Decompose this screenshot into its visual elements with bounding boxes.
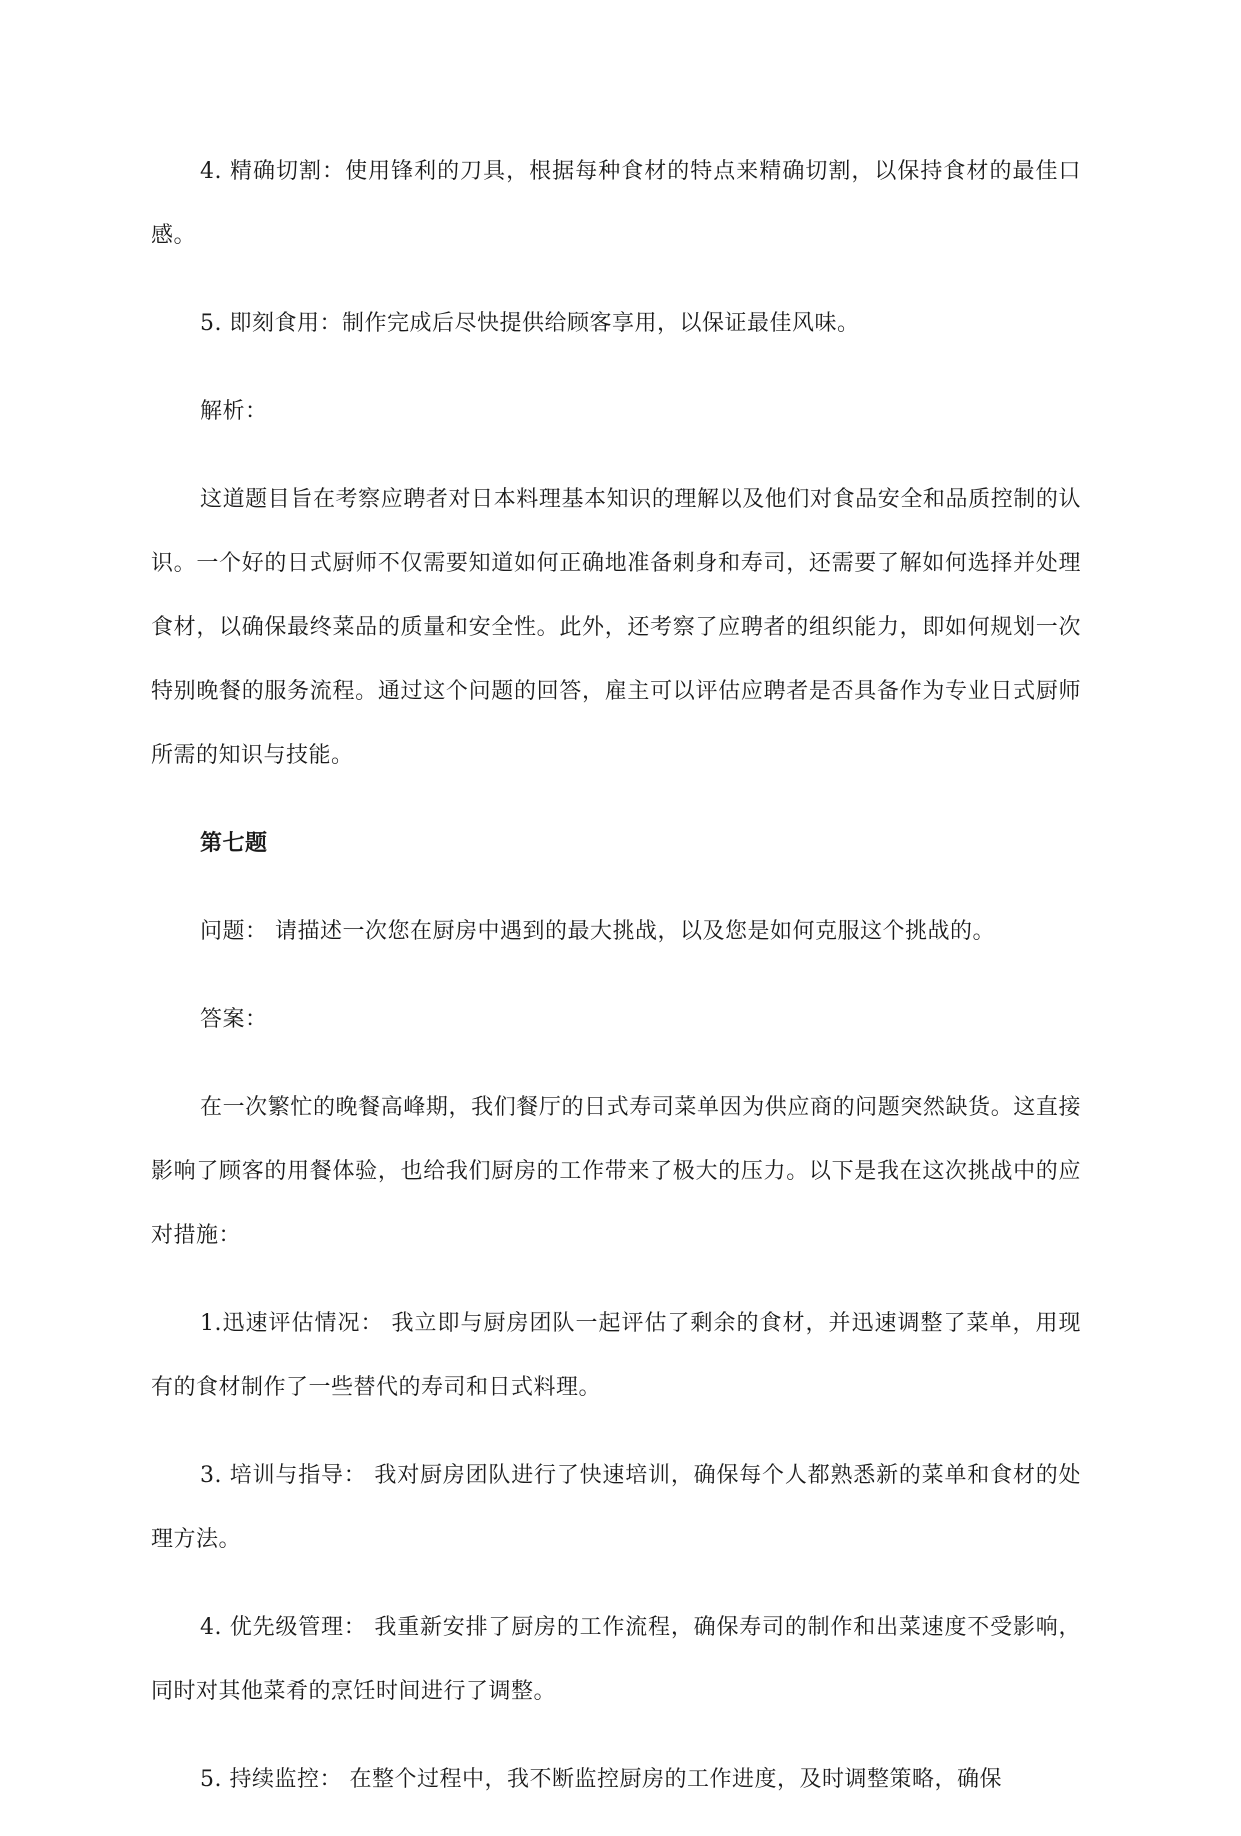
analysis-text: 这道题目旨在考察应聘者对日本料理基本知识的理解以及他们对食品安全和品质控制的认识。一个好的日式厨师不仅需要知道如何正确地准备刺身和寿司，还需要了解如何选择并处理食材，以确保最终菜品的质量和安全性。此外，还考察了应聘者的组织能力，即如何规划一次特别晚餐的服务流程。通过这个问题的回答，雇主可以评估应聘者是否具备作为专业日式厨师所需的知识与技能。	[151, 487, 1081, 768]
answer-step-1: 1.迅速评估情况： 我立即与厨房团队一起评估了剩余的食材，并迅速调整了菜单，用现有的食材制作了一些替代的寿司和日式料理。	[151, 1311, 1081, 1400]
answer-step-5: 5. 持续监控： 在整个过程中，我不断监控厨房的工作进度，及时调整策略，确保	[200, 1767, 1002, 1792]
answer-step-4: 4. 优先级管理： 我重新安排了厨房的工作流程，确保寿司的制作和出菜速度不受影响，同时对其他菜肴的烹饪时间进行了调整。	[151, 1615, 1081, 1704]
step-4-precise-cutting: 4. 精确切割：使用锋利的刀具，根据每种食材的特点来精确切割，以保持食材的最佳口感。	[151, 159, 1081, 248]
question-text: 问题： 请描述一次您在厨房中遇到的最大挑战，以及您是如何克服这个挑战的。	[200, 919, 995, 944]
answer-intro: 在一次繁忙的晚餐高峰期，我们餐厅的日式寿司菜单因为供应商的问题突然缺货。这直接影响了顾客的用餐体验，也给我们厨房的工作带来了极大的压力。以下是我在这次挑战中的应对措施：	[151, 1095, 1081, 1248]
analysis-label: 解析：	[200, 399, 268, 424]
document-body	[151, 140, 1081, 1836]
step-5-serve-immediately: 5. 即刻食用：制作完成后尽快提供给顾客享用，以保证最佳风味。	[200, 311, 860, 336]
question-7-heading: 第七题	[200, 831, 268, 856]
answer-step-3: 3. 培训与指导： 我对厨房团队进行了快速培训，确保每个人都熟悉新的菜单和食材的处理方法。	[151, 1463, 1081, 1552]
answer-label: 答案：	[200, 1007, 268, 1032]
